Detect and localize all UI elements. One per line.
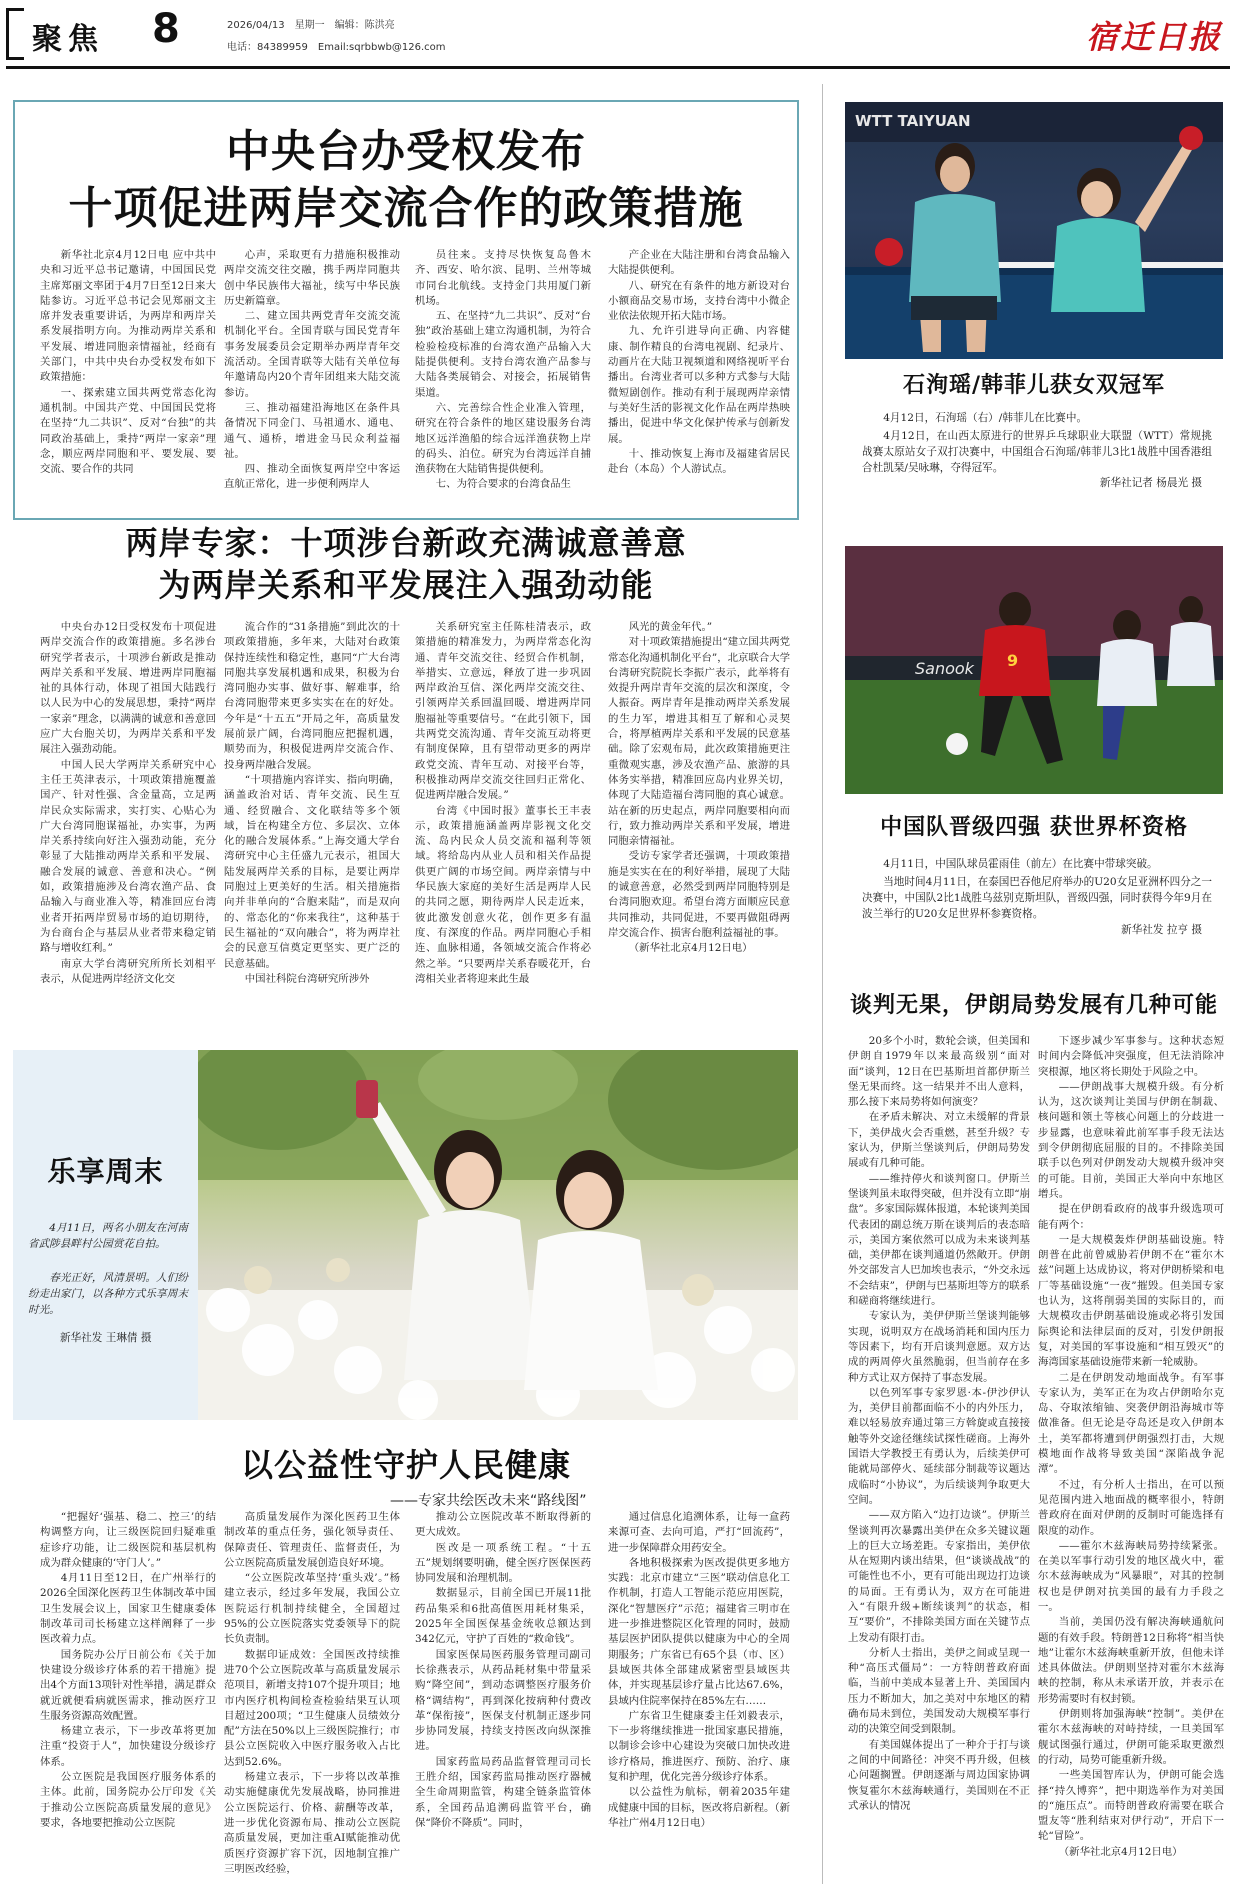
health-column-2: 高质量发展作为深化医药卫生体制改革的重点任务，强化领导责任、保障责任、管理责任、监督责任，为公立医院高质量发展创造良好环境。 “公立医院改革坚持‘重头戏’。”杨建立表示，经过多年发展，我国公立医院运行机制持续健全，全国超过95%的公立医院落实党委领导下的院长负责制。 数据印证成效：全国医改持续推进70个公立医院改革与高质量发展示范项目，新增支持107个提升项目；地市内医疗机构间检查检验结果互认项目超过200项；“卫生健康人员绩效分配”方法在50%以上三级医院推行；市县公立医院收入中医疗服务收入占比达到52.6%。 杨建立表示，下一步将以改革推动实施健康优先发展战略，协同推进公立医院运行、价格、薪酬等改革，进一步优化资源布局、推动公立医院高质量发展，更加注重AI赋能推动优质医疗资源扩容下沉，因地制宜推广三明医改经验， — [224, 1511, 400, 1875]
table-tennis-headline: 石洵瑶/韩菲儿获女双冠军 — [902, 372, 1166, 398]
photo-sign: WTT TAIYUAN — [855, 112, 971, 130]
weekend-photo — [198, 1050, 798, 1420]
article2-column-1: 中央台办12日受权发布十项促进两岸交流合作的政策措施。多名涉台研究学者表示，十项涉台新政是推动两岸关系和平发展、增进两岸同胞福祉的具体行动，体现了祖国大陆践行以人民为中心的发展思想，秉持“两岸一家亲”理念，以满满的诚意和善意回应广大台胞关切，为两岸关系和平发展注入强劲动能。 中国人民大学两岸关系研究中心主任王英津表示，十项政策措施覆盖国产、针对性强、含金量高，立足两岸民众实际需求，实打实、心贴心为广大台湾同胞谋福祉，办实事，为两岸关系持续向好注入强劲动能，充分彰显了大陆推动两岸关系和平发展、融合发展的诚意、善意和决心。“例如，政策措施涉及台湾农渔产品、食品输入与商业准入等，精准回应台湾业者开拓两岸贸易市场的迫切期待，为台商台企与基层从业者带来稳定销路与增收红利。” 南京大学台湾研究所所长刘相平表示，从促进两岸经济文化交 — [40, 621, 216, 985]
photo-sign: Sanook — [915, 659, 974, 678]
article2-title-line1: 两岸专家：十项涉台新政充满诚意善意 — [125, 524, 687, 562]
soccer-credit: 新华社发 拉亨 摄 — [1121, 924, 1202, 936]
masthead-date: 2026/04/13 星期一 编辑：陈洪亮 — [227, 20, 395, 31]
table-tennis-text: 4月12日，在山西太原进行的世界乒乓球职业大联盟（WTT）常规挑战赛太原站女子双打决赛中，中国组合石洵瑶/韩菲儿3比1战胜中国香港组合杜凯琹/吴咏琳，夺得冠军。 — [862, 430, 1212, 474]
lead-title-line1: 中央台办受权发布 — [226, 126, 586, 177]
masthead-rule — [6, 66, 1230, 69]
weekend-title: 乐享周末 — [47, 1155, 164, 1188]
weekend-caption-1: 4月11日，两名小朋友在河南省武陟县畔村公园赏花自拍。 — [28, 1222, 188, 1250]
soccer-text: 当地时间4月11日，在泰国巴吞他尼府举办的U20女足亚洲杯四分之一决赛中，中国队2比1战胜乌兹别克斯坦队，晋级四强，同时获得今年9月在波兰举行的U20女足世界杯参赛资格。 — [862, 876, 1212, 920]
soccer-caption: 4月11日，中国队球员霍雨佳（前左）在比赛中带球突破。 — [883, 858, 1158, 870]
masthead-contact: 电话：84389959 Email:sqrbbwb@126.com — [227, 42, 446, 53]
weekend-caption-2: 春光正好，风清景明。人们纷纷走出家门，以各种方式乐享周末时光。 — [28, 1272, 188, 1316]
masthead-section: 聚焦 — [32, 22, 104, 57]
iran-column-1: 20多个小时，数轮会谈，但美国和伊朗自1979年以来最高级别“面对面”谈判，12日在巴基斯坦首都伊斯兰堡无果而终。这一结果并不出人意料，那么接下来局势将如何演变？ 在矛盾未解决、对立未缓解的背景下，美伊战火会否重燃，甚至升级？专家认为，伊斯兰堡谈判后，伊朗局势发展或有几种可能。 ——维持停火和谈判窗口。伊斯兰堡谈判虽未取得突破，但并没有立即“崩盘”。多家国际媒体报道，本轮谈判美国代表团的副总统万斯在谈判后的表态暗示，美国方案依然可以成为未来谈判基础，美伊都在谈判通道仍然敞开。伊朗外交部发言人巴加埃也表示，“外交永远不会结束”，伊朗与巴基斯坦等方的联系和磋商将继续进行。 专家认为，美伊伊斯兰堡谈判能够实现，说明双方在战场消耗和国内压力等因素下，均有开启谈判意愿。双方达成的两周停火虽然脆弱，但当前存在多种方式让双方保持了事态发展。 以色列军事专家罗恩·本-伊沙伊认为，美伊目前都面临不小的内外压力，难以轻易放弃通过第三方斡旋或直接接触等外交途径继续试探性磋商。上海外国语大学教授王有勇认为，后续美伊可能就局部停火、延续部分制裁等议题达成临时“小协议”，为后续谈判争取更大空间。 ——双方陷入“边打边谈”。伊斯兰堡谈判再次暴露出美伊在众多关键议题上的巨大立场差距。专家指出，美伊依从在短期内谈出结果，但“谈谈战战”的可能性也不小，更有可能出现边打边谈的局面。王有勇认为，双方在可能进入“有限升级+断续谈判”的状态，相互“要价”，不排除美国方面在关键节点上发动有限打击。 分析人士指出，美伊之间或呈现一种“高压式僵局”：一方特朗普政府面临，当前中美成本显著上升、美国国内压力不断加大，加之美对中东地区的精确布局未到位，美国发动大规模军事行动的决策空间受到限制。 有美国媒体提出了一种介于打与谈之间的中间路径：冲突不再升级，但核心问题搁置。伊朗逐渐与周边国家协调恢复霍尔木兹海峡通行，美国则在不正式承认的情况 — [848, 1035, 1030, 1812]
masthead-bracket — [6, 8, 24, 60]
svg-text:9: 9 — [1007, 651, 1019, 670]
iran-title: 谈判无果，伊朗局势发展有几种可能 — [849, 993, 1218, 1018]
lead-column-3: 员往来。支持尽快恢复岛鲁木齐、西安、哈尔滨、昆明、兰州等城市同台北航线。支持金门共用厦门新机场。 五、在坚持“九二共识”、反对“台独”政治基础上建立沟通机制，为符合检验检疫标准的台湾农渔产品输入大陆提供便利。支持台湾农渔产品参与大陆各类展销会、对接会，拓展销售渠道。 六、完善综合性企业准入管理，研究在符合条件的地区建设服务台湾地区远洋渔船的综合远洋渔获物上岸的码头、泊位。研究为台湾远洋自捕渔获物在大陆销售提供便利。 七、为符合要求的台湾食品生 — [415, 249, 591, 491]
lead-column-4: 产企业在大陆注册和台湾食品输入大陆提供便利。 八、研究在有条件的地方新设对台小额商品交易市场，支持台湾中小微企业依法依规开拓大陆市场。 九、允许引进导向正确、内容健康、制作精良的台湾电视剧、纪录片、动画片在大陆卫视频道和网络视听平台播出。台湾业者可以多种方式参与大陆微短剧创作。推动有利于展现两岸亲情与美好生活的影视文化作品在两岸热映播出，促进中华文化保护传承与创新发展。 十、推动恢复上海市及福建省居民赴台（本岛）个人游试点。 — [608, 249, 790, 476]
article2-column-2: 流合作的“31条措施”到此次的十项政策措施，多年来，大陆对台政策保持连续性和稳定性，惠同“广大台湾同胞共享发展机遇和成果，积极为台湾同胞办实事、做好事、解难事，给台湾同胞带来更多实实在在的好处。今年是“十五五”开局之年，高质量发展前景广阔，台湾同胞应把握机遇，顺势而为，积极促进两岸交流合作、投身两岸融合发展。 “十项措施内容详实、指向明确，涵盖政治对话、青年交流、民生互通、经贸融合、文化联结等多个领域，旨在构建全方位、多层次、立体化的融合发展体系。”上海交通大学台湾研究中心主任盛九元表示，祖国大陆发展两岸关系的目标，是要让两岸同胞过上更美好的生活。相关措施指向并非单向的“合胞来陆”，而是双向的、常态化的“你来我往”，这种基于民生福祉的“双向融合”，将为两岸社会的民意互信奠定更坚实、更广泛的民意基础。 中国社科院台湾研究所涉外 — [224, 621, 400, 985]
article2-column-3: 关系研究室主任陈桂清表示，政策措施的精准发力，为两岸常态化沟通、青年交流交往、经贸合作机制，举措实、立意远，释放了进一步巩固两岸政治互信、深化两岸交流交往、引领两岸关系回温回暖、增进两岸同胞福祉等重要信号。“在此引领下，国共两党交流沟通、青年交流互动将更有制度保障，且有望带动更多的两岸政党交流、青年互动、对接平台等，积极推动两岸交流交往回归正常化、促进两岸融合发展。” 台湾《中国时报》董事长王丰表示，政策措施涵盖两岸影视文化交流、岛内民众人员交流和福利等领域。将给岛内从业人员和相关作品提供更广阔的市场空间。两岸亲情与中华民族大家庭的美好生活是两岸人民的共同之愿，期待两岸人民走近来，彼此激发创意火花，创作更多有温度、有深度的作品。两岸同胞心手相连、血脉相通，各领域交流合作将必然之举。“只要两岸关系春暖花开，台湾相关业者将迎来此生最 — [415, 621, 591, 985]
iran-column-2: 下逐步减少军事参与。这种状态短时间内会降低冲突强度，但无法消除冲突根源，地区将长期处于风险之中。 ——伊朗战事大规模升级。有分析认为，这次谈判让美国与伊朗在制裁、核问题和领土等核心问题上的分歧进一步显露，也意味着此前军事手段无法达到令伊朗彻底屈服的目的。不排除美国联手以色列对伊朗发动大规模升级冲突的可能。目前，美国正大举向中东地区增兵。 提在伊朗看政府的战事升级选项可能有两个： 一是大规模轰炸伊朗基础设施。特朗普在此前曾威胁若伊朗不在“霍尔木兹”问题上达成协议，将对伊朗桥梁和电厂等基础设施“一夜”摧毁。但美国专家也认为，这将削弱美国的实际目的，而大规模攻击伊朗基础设施或必将引发国际舆论和法律层面的反对，引发伊朗报复，对美国的军事设施和“相互毁灭”的海湾国家基础设施带来新一轮威胁。 二是在伊朗发动地面战争。有军事专家认为，美军正在为攻占伊朗哈尔克岛、夺取浓缩铀、突袭伊朗沿海城市等做准备。但无论是夺岛还是攻入伊朗本土，美军都将遭到伊朗强烈打击，大规模地面作战将导致美国“深陷战争泥潭”。 不过，有分析人士指出，在可以预见范围内进入地面战的概率很小，特朗普政府在面对伊朗的反制时可能选择有限度的动作。 ——霍尔木兹海峡局势持续紧张。在美以军事行动引发的地区战火中，霍尔木兹海峡成为“风暴眼”，对其的控制权也是伊朗对抗美国的最有力手段之一。 当前，美国仍没有解决海峡通航问题的有效手段。特朗普12日称将“相当快地”让霍尔木兹海峡重新开放，但他未详述具体做法。伊朗则坚持对霍尔木兹海峡的控制，称从未承诺开放，并表示在形势需要时有权封锁。 伊朗则将加强海峡“控制”。美伊在霍尔木兹海峡的对峙持续，一旦美国军舰试图强行通过，伊朗可能采取更激烈的行动，局势可能重新升级。 一些美国智库认为，伊朗可能会选择“持久博弈”，把中期选举作为对美国的“施压点”。而特朗普政府需要在联合盟友等“胜利结束对伊行动”，开启下一轮“冒险”。 （新华社北京4月12日电） — [1038, 1035, 1224, 1858]
health-title: 以公益性守护人民健康 — [240, 1446, 571, 1484]
masthead-page-number: 8 — [152, 6, 180, 52]
masthead — [0, 0, 1236, 76]
newspaper-name: 宿迁日报 — [1086, 18, 1223, 56]
health-column-4: 通过信息化追溯体系，让每一盒药来源可查、去向可追，严打“回流药”，进一步保障群众用药安全。 各地积极探索为医改提供更多地方实践：北京市建立“三医”联动信息化工作机制，打造人工智能示范应用医院，深化“智慧医疗”示范；福建省三明市在进一步推进整院区化管理的同时，鼓励基层医护团队提供以健康为中心的全周期服务；广东省已有65个县（市、区）县域医共体全部建成紧密型县域医共体，并实现基层诊疗量占比达67.6%，县域内住院率保持在85%左右…… 广东省卫生健康委主任刘毅表示，下一步将继续推进一批国家惠民措施，以制诊会诊中心建设为突破口加快改进诊疗格局，推进医疗、预防、治疗、康复和护理，优化完善分级诊疗体系。 以公益性为航标，朝着2035年建成健康中国的目标，医改将启新程。（新华社广州4月12日电） — [608, 1511, 790, 1829]
table-tennis-caption: 4月12日，石洵瑶（右）/韩菲儿在比赛中。 — [883, 412, 1088, 424]
article2-column-4: 风光的黄金年代。” 对十项政策措施提出“建立国共两党常态化沟通机制化平台”，北京联合大学台湾研究院院长李振广表示，此举将有效提升两岸青年交流的层次和深度，令人振奋。两岸青年是推动两岸关系发展的生力军，增进其相互了解和心灵契合，将厚植两岸关系和平发展的民意基础。除了宏观布局，此次政策措施更注重微观实惠，涉及农渔产品、旅游的具体务实举措，精准回应岛内业界关切，体现了大陆造福台湾同胞的真心诚意。站在新的历史起点，两岸同胞要相向而行，致力推动两岸关系和平发展，增进同胞亲情福祉。 受访专家学者还强调，十项政策措施是实实在在的利好举措，展现了大陆的诚意善意，必然受到两岸同胞特别是台湾同胞欢迎。希望台湾方面顺应民意共同推动，共同促进，不要再做阻碍两岸交流合作、损害台胞利益福祉的事。 （新华社北京4月12日电） — [608, 621, 790, 955]
health-column-3: 推动公立医院改革不断取得新的更大成效。 医改是一项系统工程。“十五五”规划纲要明确，健全医疗医保医药协同发展和治理机制。 数据显示，目前全国已开展11批药品集采和6批高值医用耗材集采，2025年全国医保基金统收总额达到342亿元，守护了百姓的“救命钱”。 国家医保局医药服务管理司副司长徐燕表示，从药品耗材集中带量采购“降空间”，到动态调整医疗服务价格“调结构”，再到深化按病种付费改革“保衔接”，医保支付机制正逐步同步协同发展，持续支持医改向纵深推进。 国家药监局药品监督管理司司长王胜介绍，国家药监局推动医疗器械全生命周期监管，构建全链条监管体系，全国药品追溯码监管平台，确保“降价不降质”。同时， — [415, 1511, 591, 1829]
health-subtitle: ——专家共绘医改未来“路线图” — [390, 1493, 587, 1509]
table-tennis-photo — [845, 102, 1223, 359]
lead-column-1: 新华社北京4月12日电 应中共中央和习近平总书记邀请，中国国民党主席郑丽文率团于4月7日至12日来大陆参访。习近平总书记会见郑丽文主席并发表重要讲话，为两岸和两岸关系发展指明方向。为推动两岸关系和平发展、增进同胞亲情福祉，经商有关部门，中共中央台办受权发布如下政策措施： 一、探索建立国共两党常态化沟通机制。中国共产党、中国国民党将在坚持“九二共识”、反对“台独”的共同政治基础上，秉持“两岸一家亲”理念，顺应两岸同胞和平、要发展、要交流、要合作的共同 — [40, 249, 216, 476]
vertical-divider — [822, 84, 823, 1884]
lead-column-2: 心声，采取更有力措施积极推动两岸交流交往交融，携手两岸同胞共创中华民族伟大福祉，续写中华民族历史新篇章。 二、建立国共两党青年交流交流机制化平台。全国青联与国民党青年事务发展委员会定期举办两岸青年交流活动。全国青联等大陆有关单位每年邀请岛内20个青年团组来大陆交流参访。 三、推动福建沿海地区在条件具备情况下同金门、马祖通水、通电、通气、通桥，增进金马民众利益福祉。 四、推动全面恢复两岸空中客运直航正常化，进一步便利两岸人 — [224, 249, 400, 491]
soccer-headline: 中国队晋级四强 获世界杯资格 — [880, 814, 1188, 840]
soccer-photo — [845, 546, 1223, 794]
weekend-credit: 新华社发 王琳倩 摄 — [60, 1332, 152, 1344]
article2-title-line2: 为两岸关系和平发展注入强劲动能 — [158, 566, 654, 604]
lead-title-line2: 十项促进两岸交流合作的政策措施 — [68, 183, 744, 234]
health-column-1: “把握好‘强基、稳二、控三’的结构调整方向，让三级医院回归疑难重症诊疗功能，让二级医院和基层机构成为群众健康的‘守门人’。” 4月11日至12日，在广州举行的2026全国深化医药卫生体制改革中国卫生发展会议上，国家卫生健康委体制改革司司长杨建立这样阐释了一步医改着力点。 国务院办公厅日前公布《关于加快建设分级诊疗体系的若干措施》提出4个方面13项针对性举措，满足群众就近就便看病就医需求，推动医疗卫生服务资源高效配置。 杨建立表示，下一步改革将更加注重“投资于人”，加快建设分级诊疗体系。 公立医院是我国医疗服务体系的主体。此前，国务院办公厅印发《关于推动公立医院高质量发展的意见》要求，各地要把推动公立医院 — [40, 1511, 216, 1829]
table-tennis-credit: 新华社记者 杨晨光 摄 — [1099, 477, 1202, 489]
